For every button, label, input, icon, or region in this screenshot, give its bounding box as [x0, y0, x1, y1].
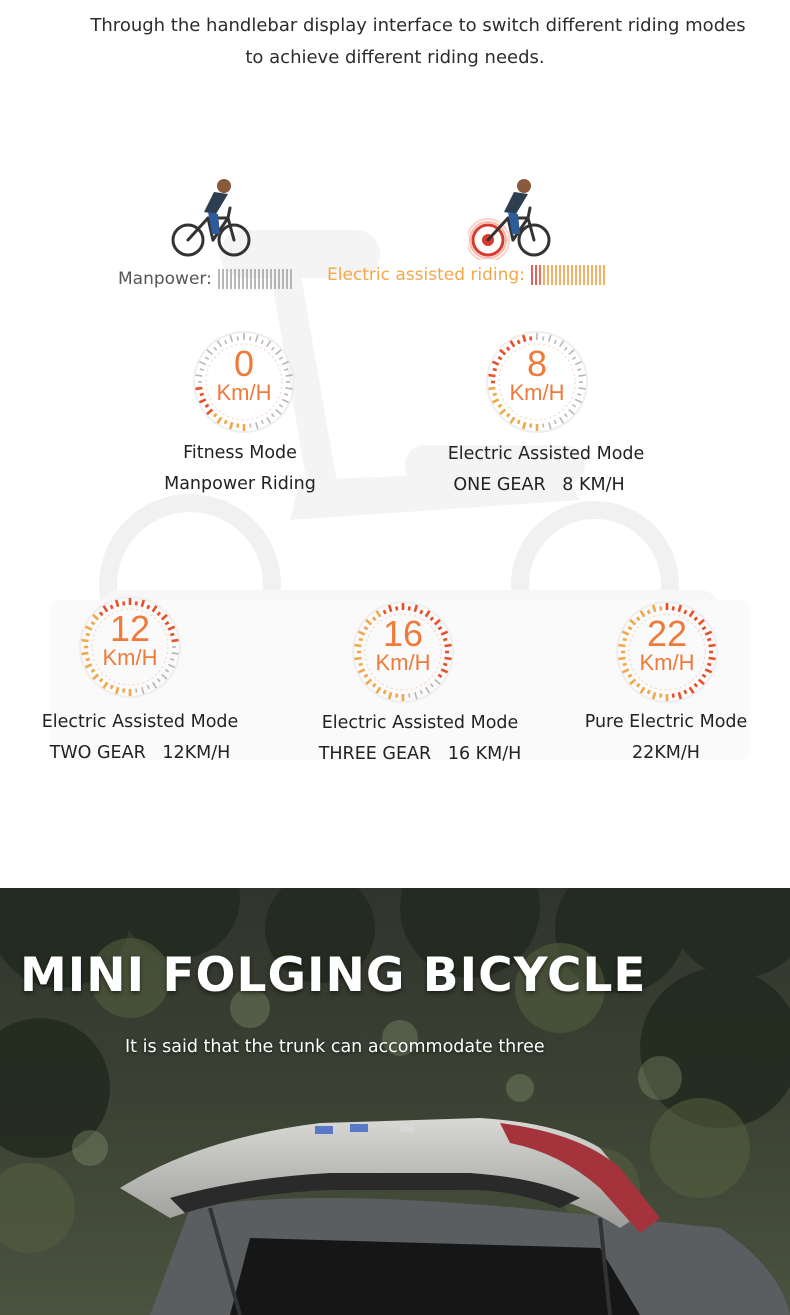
gauge-tick	[170, 659, 174, 660]
gauge-tick	[165, 622, 168, 624]
mode-caption-detail: Manpower Riding	[164, 474, 316, 494]
gauge-tick	[230, 422, 232, 429]
gauge-tick	[100, 612, 103, 615]
gauge-tick	[86, 659, 90, 660]
gauge-tick	[256, 422, 258, 429]
gauge-tick	[441, 669, 447, 672]
mode-caption-three-gear	[300, 708, 540, 770]
gauge-tick	[389, 692, 391, 699]
gauge-tick	[261, 340, 263, 344]
gauge-tick	[81, 653, 88, 654]
gauge-tick	[284, 394, 288, 395]
gauge-tick	[214, 347, 217, 350]
gauge-tick	[279, 357, 282, 359]
gauge-tick	[623, 639, 627, 640]
gauge-tick	[493, 369, 497, 370]
gauge-tick	[420, 690, 422, 694]
speed-gauge-8	[485, 330, 589, 434]
gauge-tick	[415, 692, 417, 699]
gauge-tick	[85, 664, 91, 667]
gauge-tick	[218, 341, 222, 347]
gauge-tick	[684, 690, 686, 694]
gauge-tick	[136, 601, 137, 605]
gauge-tick	[272, 414, 275, 417]
gauge-tick	[549, 422, 551, 429]
gauge-tick	[628, 627, 631, 629]
gauge-tick	[507, 414, 510, 417]
gauge-tick	[628, 675, 631, 677]
gauge-tick	[158, 612, 161, 615]
gauge-tick	[709, 645, 716, 646]
gauge-tick	[648, 690, 650, 694]
speed-gauge-16	[351, 600, 455, 704]
gauge-tick	[168, 664, 174, 667]
gauge-tick	[359, 664, 363, 665]
gauge-tick	[492, 399, 498, 402]
gauge-tick	[373, 617, 376, 620]
speed-gauge-0	[192, 330, 296, 434]
speed-gauge-22	[615, 600, 719, 704]
gauge-tick	[358, 669, 364, 672]
gauge-tick	[354, 658, 361, 659]
gauge-tick	[679, 605, 681, 612]
gauge-tick	[409, 694, 410, 698]
gauge-tick	[142, 687, 144, 694]
manpower-label: Manpower:	[118, 268, 293, 290]
gauge-tick	[142, 600, 144, 607]
gauge-tick	[543, 336, 544, 340]
gauge-tick	[702, 675, 705, 677]
gauge-tick	[364, 675, 367, 677]
gauge-tick	[709, 658, 716, 659]
gauge-tick	[116, 687, 118, 694]
gauge-tick	[123, 689, 124, 693]
gauge-tick	[530, 424, 531, 428]
gauge-tick	[679, 692, 681, 699]
gauge-tick	[653, 692, 655, 699]
gauge-tick	[200, 394, 204, 395]
gauge-tick	[93, 615, 98, 620]
gauge-tick	[172, 653, 179, 654]
gauge-tick	[111, 685, 113, 689]
gauge-tick	[267, 341, 271, 347]
gauge-tick	[162, 675, 167, 680]
electric-assisted-label-text: Electric assisted riding	[327, 265, 520, 285]
gauge-tick	[366, 680, 371, 685]
gauge-tick	[707, 664, 711, 665]
gauge-tick	[81, 640, 88, 641]
gauge-tick	[396, 606, 397, 610]
gauge-tick	[488, 375, 495, 376]
gauge-tick	[565, 347, 568, 350]
gauge-tick	[218, 417, 222, 423]
gauge-tick	[579, 375, 586, 376]
intro-text	[0, 10, 790, 74]
gauge-tick	[438, 627, 441, 629]
gauge-tick	[237, 336, 238, 340]
gauge-tick	[653, 605, 655, 612]
gauge-tick	[572, 405, 575, 407]
gauge-tick	[426, 611, 430, 617]
gauge-tick	[86, 634, 90, 635]
intro-line-2: to achieve different riding needs.	[245, 47, 545, 68]
gauge-tick	[237, 424, 238, 428]
gauge-tick	[272, 347, 275, 350]
gauge-tick	[511, 341, 515, 347]
gauge-tick	[630, 620, 635, 625]
gauge-speed: 22	[646, 613, 688, 654]
gauge-tick	[205, 357, 208, 359]
gauge-tick	[123, 601, 124, 605]
gauge-tick	[354, 645, 361, 646]
gauge-tick	[618, 645, 625, 646]
gauge-tick	[91, 670, 94, 672]
gauge-tick	[373, 684, 376, 687]
gauge-tick	[673, 694, 674, 698]
gauge-tick	[195, 375, 202, 376]
gauge-tick	[518, 340, 520, 344]
gauge-tick	[445, 645, 452, 646]
gauge-tick	[492, 362, 498, 365]
gauge-tick	[441, 632, 447, 635]
gauge-tick	[577, 369, 581, 370]
gauge-tick	[158, 679, 161, 682]
gauge-tick	[396, 694, 397, 698]
mode-caption-two-gear	[20, 707, 260, 769]
gauge-tick	[579, 388, 586, 389]
gauge-tick	[358, 632, 364, 635]
gauge-tick	[554, 420, 556, 424]
gauge-tick	[443, 664, 447, 665]
gauge-tick	[136, 689, 137, 693]
gauge-tick	[498, 357, 501, 359]
gauge-tick	[523, 422, 525, 429]
gauge-tick	[284, 369, 288, 370]
gauge-tick	[225, 340, 227, 344]
mode-caption-detail: THREE GEAR 16 KM/H	[318, 744, 522, 764]
gauge-tick	[104, 606, 108, 612]
gauge-tick	[91, 622, 94, 624]
gauge-tick	[415, 605, 417, 612]
gauge-tick	[377, 687, 381, 693]
cyclist-icon	[168, 178, 254, 260]
gauge-tick	[409, 606, 410, 610]
gauge-tick	[276, 350, 281, 355]
gauge-tick	[250, 424, 251, 428]
mode-caption-detail: 22KM/H	[632, 743, 700, 763]
gauge-tick	[637, 617, 640, 620]
gauge-tick	[214, 414, 217, 417]
gauge-tick	[488, 388, 495, 389]
gauge-tick	[695, 684, 698, 687]
manpower-level-bars	[217, 268, 293, 290]
gauge-tick	[250, 336, 251, 340]
gauge-tick	[673, 606, 674, 610]
gauge-tick	[93, 675, 98, 680]
gauge-speed: 0	[233, 343, 255, 384]
gauge-tick	[702, 627, 705, 629]
gauge-tick	[660, 694, 661, 698]
gauge-tick	[116, 600, 118, 607]
gauge-tick	[641, 611, 645, 617]
gauge-unit: Km/H	[102, 645, 158, 670]
gauge-tick	[282, 399, 288, 402]
gauge-tick	[575, 399, 581, 402]
gauge-tick	[569, 350, 574, 355]
gauge-tick	[622, 632, 628, 635]
mode-caption-title: Pure Electric Mode	[584, 712, 748, 732]
gauge-tick	[623, 664, 627, 665]
manpower-label-text: Manpower	[118, 269, 207, 289]
gauge-tick	[543, 424, 544, 428]
gauge-tick	[168, 627, 174, 630]
gauge-tick	[389, 605, 391, 612]
gauge-tick	[256, 335, 258, 342]
gauge-tick	[511, 417, 515, 423]
gauge-tick	[572, 357, 575, 359]
gauge-tick	[699, 680, 704, 685]
gauge-tick	[705, 632, 711, 635]
gauge-tick	[207, 410, 212, 415]
intro-line-1: Through the handlebar display interface to switch different riding modes	[90, 15, 746, 36]
gauge-tick	[205, 405, 208, 407]
mode-caption-fitness	[140, 438, 340, 500]
gauge-tick	[549, 335, 551, 342]
gauge-tick	[435, 680, 440, 685]
gauge-tick	[554, 340, 556, 344]
banner-subtitle: It is said that the trunk can accommodate three	[125, 1037, 545, 1057]
gauge-tick	[426, 687, 430, 693]
gauge-tick	[622, 669, 628, 672]
mode-caption-detail: ONE GEAR 8 KM/H	[453, 475, 625, 495]
mode-caption-pure-electric	[566, 707, 766, 769]
mode-caption-title: Electric Assisted Mode	[321, 713, 519, 733]
gauge-unit: Km/H	[216, 380, 272, 405]
gauge-tick	[443, 639, 447, 640]
gauge-tick	[276, 410, 281, 415]
gauge-speed: 16	[382, 613, 424, 654]
electric-cyclist-icon	[468, 178, 554, 260]
gauge-tick	[153, 682, 157, 688]
gauge-tick	[207, 350, 212, 355]
gauge-tick	[359, 639, 363, 640]
gauge-unit: Km/H	[509, 380, 565, 405]
gauge-tick	[162, 615, 167, 620]
mode-caption-title: Electric Assisted Mode	[447, 444, 645, 464]
gauge-tick	[195, 388, 202, 389]
gauge-tick	[267, 417, 271, 423]
gauge-tick	[445, 658, 452, 659]
gauge-tick	[641, 687, 645, 693]
gauge-tick	[435, 620, 440, 625]
gauge-tick	[366, 620, 371, 625]
mode-caption-one-gear	[426, 439, 666, 501]
gauge-tick	[286, 375, 293, 376]
gauge-tick	[261, 420, 263, 424]
gauge-speed: 12	[109, 608, 151, 649]
gauge-unit: Km/H	[639, 650, 695, 675]
gauge-tick	[438, 675, 441, 677]
gauge-tick	[147, 685, 149, 689]
speed-gauge-12	[78, 595, 182, 699]
banner-title: MINI FOLGING BICYCLE	[20, 948, 647, 1003]
gauge-unit: Km/H	[375, 650, 431, 675]
gauge-tick	[699, 620, 704, 625]
gauge-tick	[630, 680, 635, 685]
gauge-tick	[498, 405, 501, 407]
gauge-tick	[85, 627, 91, 630]
gauge-tick	[705, 669, 711, 672]
gauge-tick	[493, 394, 497, 395]
gauge-tick	[286, 388, 293, 389]
electric-level-bars	[530, 264, 606, 286]
gauge-tick	[660, 606, 661, 610]
gauge-tick	[569, 410, 574, 415]
gauge-tick	[565, 414, 568, 417]
gauge-tick	[282, 362, 288, 365]
gauge-tick	[104, 682, 108, 688]
gauge-tick	[577, 394, 581, 395]
gauge-tick	[172, 640, 179, 641]
gauge-tick	[560, 341, 564, 347]
gauge-tick	[384, 690, 386, 694]
gauge-tick	[225, 420, 227, 424]
gauge-speed: 8	[526, 343, 548, 384]
gauge-tick	[431, 684, 434, 687]
gauge-tick	[695, 617, 698, 620]
mode-caption-title: Electric Assisted Mode	[41, 712, 239, 732]
gauge-tick	[523, 335, 525, 342]
electric-assisted-label: Electric assisted riding:	[327, 264, 606, 286]
gauge-tick	[690, 687, 694, 693]
gauge-tick	[377, 611, 381, 617]
mode-caption-detail: TWO GEAR 12KM/H	[49, 743, 231, 763]
gauge-tick	[199, 399, 205, 402]
gauge-tick	[575, 362, 581, 365]
gauge-tick	[170, 634, 174, 635]
gauge-tick	[560, 417, 564, 423]
gauge-tick	[500, 410, 505, 415]
gauge-tick	[165, 670, 168, 672]
gauge-tick	[518, 420, 520, 424]
gauge-tick	[100, 679, 103, 682]
gauge-tick	[199, 362, 205, 365]
gauge-tick	[507, 347, 510, 350]
gauge-tick	[707, 639, 711, 640]
gauge-tick	[153, 606, 157, 612]
gauge-tick	[500, 350, 505, 355]
gauge-tick	[690, 611, 694, 617]
mode-caption-title: Fitness Mode	[183, 443, 297, 463]
gauge-tick	[200, 369, 204, 370]
gauge-tick	[431, 617, 434, 620]
gauge-tick	[637, 684, 640, 687]
gauge-tick	[279, 405, 282, 407]
gauge-tick	[530, 336, 531, 340]
gauge-tick	[230, 335, 232, 342]
gauge-tick	[364, 627, 367, 629]
gauge-tick	[618, 658, 625, 659]
